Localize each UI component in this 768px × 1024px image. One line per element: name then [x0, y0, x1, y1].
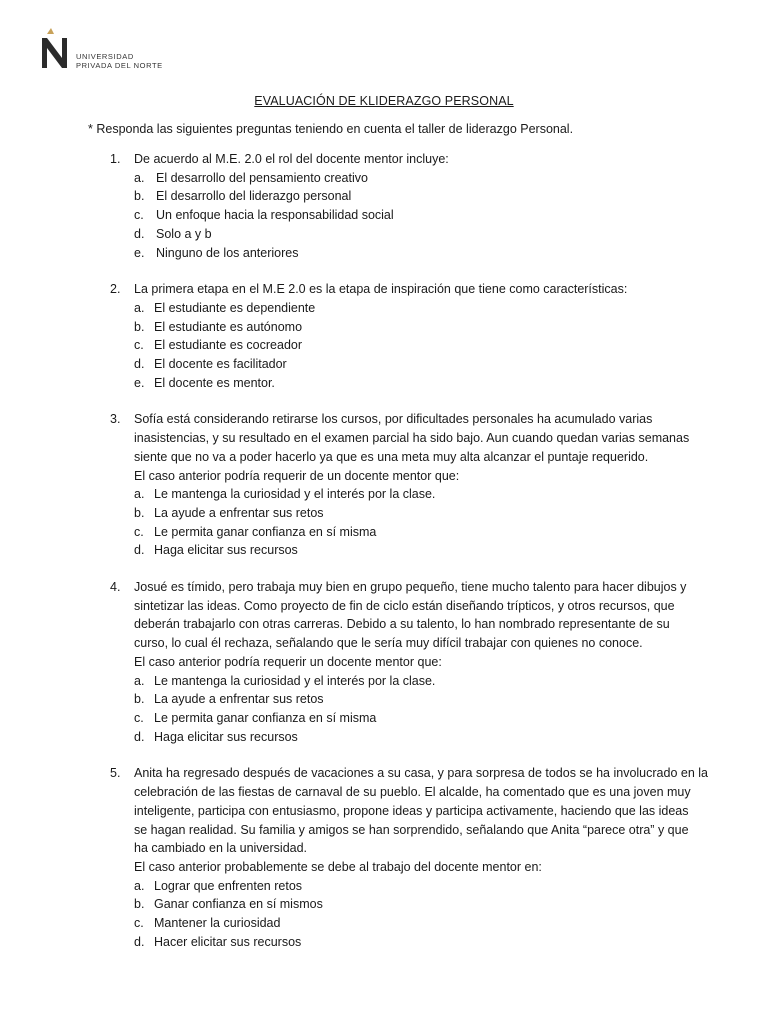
option-text: Mantener la curiosidad: [154, 916, 281, 931]
option-text: Hacer elicitar sus recursos: [154, 934, 302, 949]
option-letter: b.: [134, 505, 145, 520]
option-text: Lograr que enfrenten retos: [154, 878, 303, 893]
option-d: [134, 541, 710, 560]
option-b: [134, 895, 710, 914]
option-letter: c.: [134, 208, 144, 223]
option-a: [134, 169, 710, 188]
question-4: [110, 578, 710, 746]
option-letter: c.: [134, 710, 144, 725]
option-letter: a.: [134, 487, 145, 502]
question-text: [134, 280, 710, 299]
option-b: [134, 187, 710, 206]
option-letter: d.: [134, 934, 145, 949]
question-line: De acuerdo al M.E. 2.0 el rol del docente mentor incluye:: [134, 152, 449, 166]
question-prompt: El caso anterior podría requerir de un docente mentor que:: [134, 468, 460, 483]
option-d: [134, 355, 710, 374]
question-line: Sofía está considerando retirarse los cursos, por dificultades personales ha acumulado varias: [134, 412, 653, 427]
question-number: 4.: [110, 580, 121, 595]
option-text: Solo a y b: [156, 226, 212, 241]
option-a: [134, 299, 710, 318]
options-list: [134, 169, 710, 263]
option-letter: b.: [134, 692, 145, 707]
option-letter: a.: [134, 673, 145, 688]
options-list: [134, 299, 710, 393]
option-letter: c.: [134, 524, 144, 539]
option-text: El estudiante es cocreador: [154, 338, 303, 353]
option-text: La ayude a enfrentar sus retos: [154, 505, 324, 520]
option-letter: d.: [134, 543, 145, 558]
option-c: [134, 523, 710, 542]
option-letter: e.: [134, 375, 145, 390]
option-letter: a.: [134, 878, 145, 893]
question-text: [134, 150, 710, 169]
question-line: deberán trabajarlo con otras carreras. Debido a su talento, lo han nombrado representante de su: [134, 617, 670, 632]
option-letter: a.: [134, 300, 145, 315]
question-line: Josué es tímido, pero trabaja muy bien en grupo pequeño, tiene mucho talento para hacer dibujos y: [134, 580, 687, 595]
question-line: inteligente, participa con entusiasmo, propone ideas y participa activamente, haciendo que las ideas: [134, 803, 689, 818]
option-letter: a.: [134, 170, 145, 185]
question-line: curso, lo cual él rechaza, señalando que le sería muy difícil trabajar con quienes no conoce.: [134, 636, 643, 651]
option-text: La ayude a enfrentar sus retos: [154, 692, 324, 707]
university-logo: [38, 24, 178, 74]
logo-line-2: PRIVADA DEL NORTE: [76, 61, 163, 70]
options-list: [134, 672, 710, 747]
question-number: 2.: [110, 282, 121, 297]
option-d: [134, 933, 710, 952]
option-d: [134, 225, 710, 244]
question-3: [110, 410, 710, 560]
question-number: 1.: [110, 152, 121, 166]
option-text: Ganar confianza en sí mismos: [154, 897, 323, 912]
option-text: Le mantenga la curiosidad y el interés por la clase.: [154, 487, 436, 502]
question-1: [110, 150, 710, 262]
option-text: El desarrollo del liderazgo personal: [156, 189, 352, 204]
question-prompt: El caso anterior podría requerir un docente mentor que:: [134, 654, 442, 669]
option-letter: d.: [134, 357, 145, 372]
option-text: Le permita ganar confianza en sí misma: [154, 524, 377, 539]
question-line: sintetizar las ideas. Como proyecto de fin de ciclo están diseñando trípticos, y otros recursos, que: [134, 598, 675, 613]
questions-list: [0, 150, 768, 951]
question-text: [134, 410, 710, 466]
option-text: El desarrollo del pensamiento creativo: [156, 170, 368, 185]
option-b: [134, 318, 710, 337]
option-letter: d.: [134, 729, 145, 744]
option-letter: b.: [134, 319, 145, 334]
option-text: Haga elicitar sus recursos: [154, 543, 298, 558]
question-prompt: El caso anterior probablemente se debe al trabajo del docente mentor en:: [134, 859, 542, 874]
option-text: El docente es mentor.: [154, 375, 275, 390]
option-text: Le permita ganar confianza en sí misma: [154, 710, 377, 725]
university-logo-text: [76, 52, 163, 70]
option-a: [134, 485, 710, 504]
question-line: inasistencias, y su resultado en el examen parcial ha sido bajo. Aun cuando quedan varias semanas: [134, 431, 690, 446]
option-c: [134, 914, 710, 933]
university-logo-icon: [38, 24, 74, 72]
option-d: [134, 728, 710, 747]
option-letter: c.: [134, 916, 144, 931]
question-line: ha cambiado en la universidad.: [134, 841, 308, 856]
option-a: [134, 672, 710, 691]
question-line: Anita ha regresado después de vacaciones a su casa, y para sorpresa de todos se ha involucrado en la: [134, 766, 708, 781]
option-text: El estudiante es dependiente: [154, 300, 316, 315]
option-text: El docente es facilitador: [154, 357, 287, 372]
option-text: El estudiante es autónomo: [154, 319, 303, 334]
intro-text: * Responda las siguientes preguntas teniendo en cuenta el taller de liderazgo Personal.: [88, 122, 574, 136]
option-letter: b.: [134, 897, 145, 912]
option-c: [134, 336, 710, 355]
option-text: Haga elicitar sus recursos: [154, 729, 298, 744]
question-line: La primera etapa en el M.E 2.0 es la etapa de inspiración que tiene como características:: [134, 282, 628, 297]
question-number: 3.: [110, 412, 121, 427]
question-line: se hagan realidad. Su familia y amigos se han sorprendido, señalando que Anita “parece otra” y que: [134, 822, 689, 837]
option-c: [134, 709, 710, 728]
question-text: [134, 578, 710, 672]
options-list: [134, 485, 710, 560]
question-text: [134, 764, 710, 876]
page-title: EVALUACIÓN DE KLIDERAZGO PERSONAL: [254, 94, 514, 108]
options-list: [134, 877, 710, 952]
question-2: [110, 280, 710, 392]
option-e: [134, 374, 710, 393]
option-text: Le mantenga la curiosidad y el interés por la clase.: [154, 673, 436, 688]
option-c: [134, 206, 710, 225]
logo-line-1: UNIVERSIDAD: [76, 52, 134, 61]
option-a: [134, 877, 710, 896]
option-letter: c.: [134, 338, 144, 353]
option-b: [134, 690, 710, 709]
option-b: [134, 504, 710, 523]
question-line: siente que no va a poder hacerlo ya que es una meta muy alta alcanzar el puntaje requerido.: [134, 449, 649, 464]
option-text: Ninguno de los anteriores: [156, 245, 299, 260]
option-letter: e.: [134, 245, 145, 260]
question-number: 5.: [110, 766, 121, 781]
question-5: [110, 764, 710, 951]
question-line: celebración de las fiestas de carnaval de su pueblo. El alcalde, ha comentado que es una joven muy: [134, 785, 691, 800]
option-letter: b.: [134, 189, 145, 204]
option-e: [134, 244, 710, 263]
option-letter: d.: [134, 226, 145, 241]
option-text: Un enfoque hacia la responsabilidad social: [156, 208, 394, 223]
